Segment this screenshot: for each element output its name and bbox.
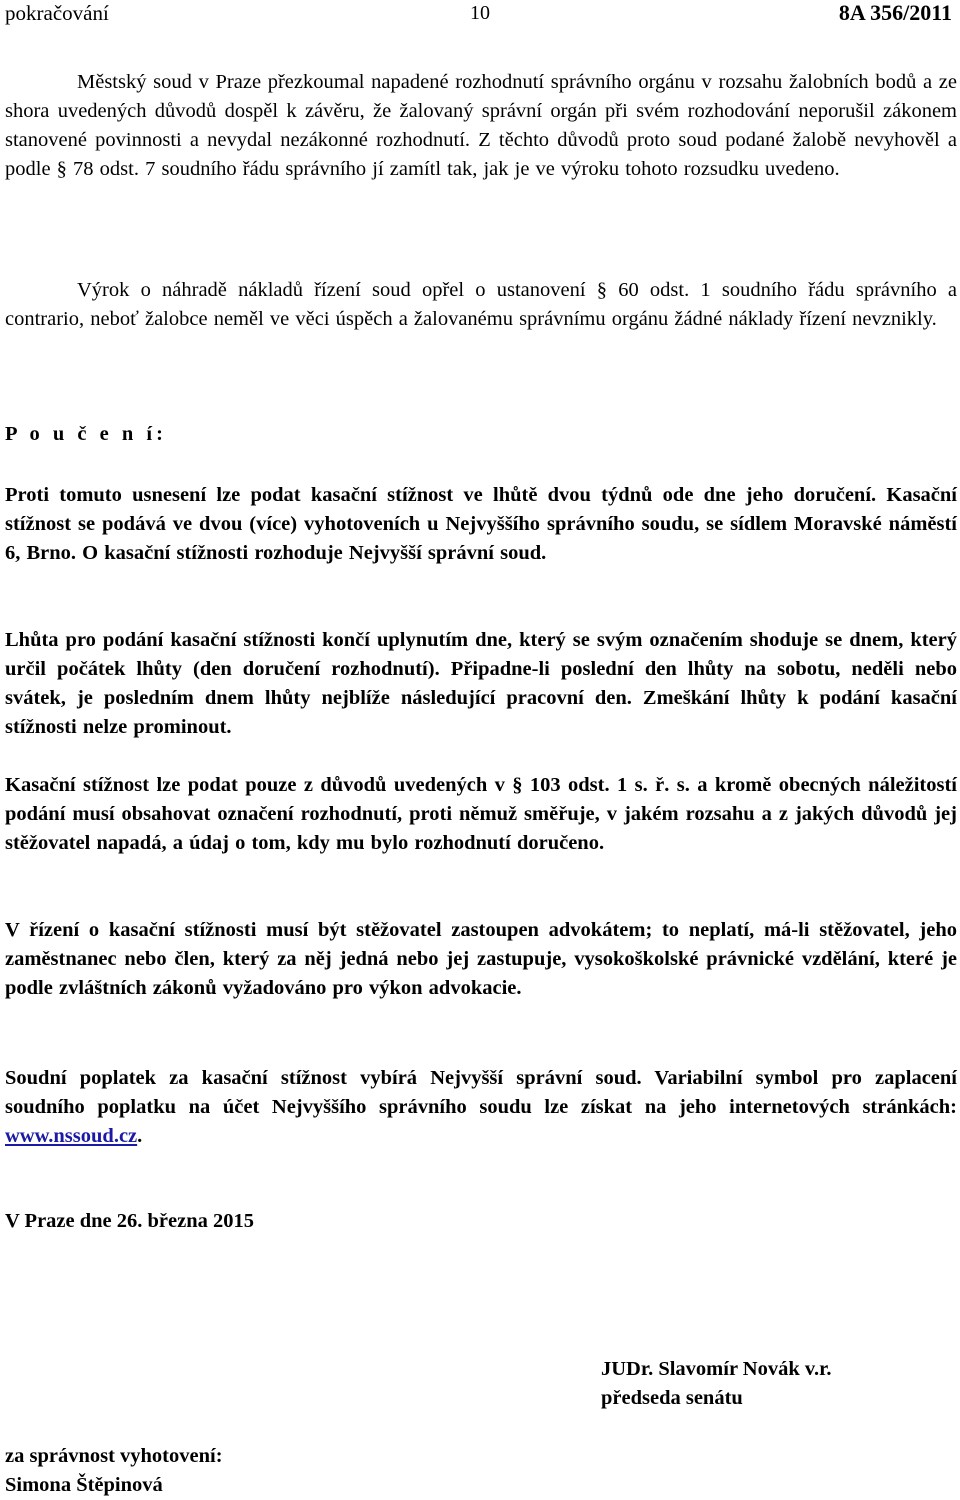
certification-name: Simona Štěpinová	[5, 1474, 163, 1496]
fee-text: Soudní poplatek za kasační stížnost vybírá Nejvyšší správní soud. Variabilní symbol pro zaplacení soudního poplatku na účet Nejvyššího správního soudu lze získat na jeho internetových stránkách:	[5, 1067, 957, 1118]
reasoning-paragraph: Městský soud v Praze přezkoumal napadené rozhodnutí správního orgánu v rozsahu žalobních bodů a ze shora uvedených důvodů dospěl k závěru, že žalovaný správní orgán při svém rozhodování neporušil zákonem stanovené povinnosti a nevydal nezákonné rozhodnutí. Z těchto důvodů proto soud podané žalobě nevyhověl a podle § 78 odst. 7 soudního řádu správního jí zamítl tak, jak je ve výroku tohoto rozsudku uvedeno.	[5, 71, 957, 180]
appeal-instruction: Proti tomuto usnesení lze podat kasační stížnost ve lhůtě dvou týdnů ode dne jeho doručení. Kasační stížnost se podává ve dvou (více) vyhotoveních u Nejvyššího správního soudu, se sídlem Moravské náměstí 6, Brno. O kasační stížnosti rozhoduje Nejvyšší správní soud.	[5, 484, 957, 564]
fee-end: .	[137, 1125, 143, 1147]
instruction-heading: P o u č e n í:	[5, 423, 167, 445]
fee-instruction	[5, 1064, 957, 1151]
representation-instruction: V řízení o kasační stížnosti musí být stěžovatel zastoupen advokátem; to neplatí, má-li stěžovatel, jeho zaměstnanec nebo člen, který za něj jedná nebo jej zastupuje, vysokoškolské právnické vzdělání, které je podle zvláštních zákonů vyžadováno pro výkon advokacie.	[5, 919, 957, 999]
grounds-instruction: Kasační stížnost lze podat pouze z důvodů uvedených v § 103 odst. 1 s. ř. s. a kromě obecných náležitostí podání musí obsahovat označení rozhodnutí, proti němuž směřuje, v jakém rozsahu a z jakých důvodů jej stěžovatel napadá, a údaj o tom, kdy mu bylo rozhodnutí doručeno.	[5, 774, 957, 854]
page-number: 10	[470, 2, 490, 24]
header-continuation: pokračování	[5, 1, 109, 25]
certification-label: za správnost vyhotovení:	[5, 1445, 223, 1467]
nssoud-link[interactable]: www.nssoud.cz	[5, 1125, 138, 1147]
case-number: 8A 356/2011	[838, 0, 952, 25]
costs-paragraph: Výrok o náhradě nákladů řízení soud opřel o ustanovení § 60 odst. 1 soudního řádu správního a contrario, neboť žalobce neměl ve věci úspěch a žalovanému správnímu orgánu žádné náklady řízení nevznikly.	[5, 279, 957, 330]
judge-name: JUDr. Slavomír Novák v.r.	[601, 1358, 832, 1380]
deadline-instruction: Lhůta pro podání kasační stížnosti končí uplynutím dne, který se svým označením shoduje se dnem, který určil počátek lhůty (den doručení rozhodnutí). Připadne-li poslední den lhůty na sobotu, neděli nebo svátek, je posledním dnem lhůty nejblíže následující pracovní den. Zmeškání lhůty k podání kasační stížnosti nelze prominout.	[5, 629, 957, 738]
date-line: V Praze dne 26. března 2015	[5, 1210, 255, 1232]
judge-role: předseda senátu	[601, 1387, 743, 1409]
